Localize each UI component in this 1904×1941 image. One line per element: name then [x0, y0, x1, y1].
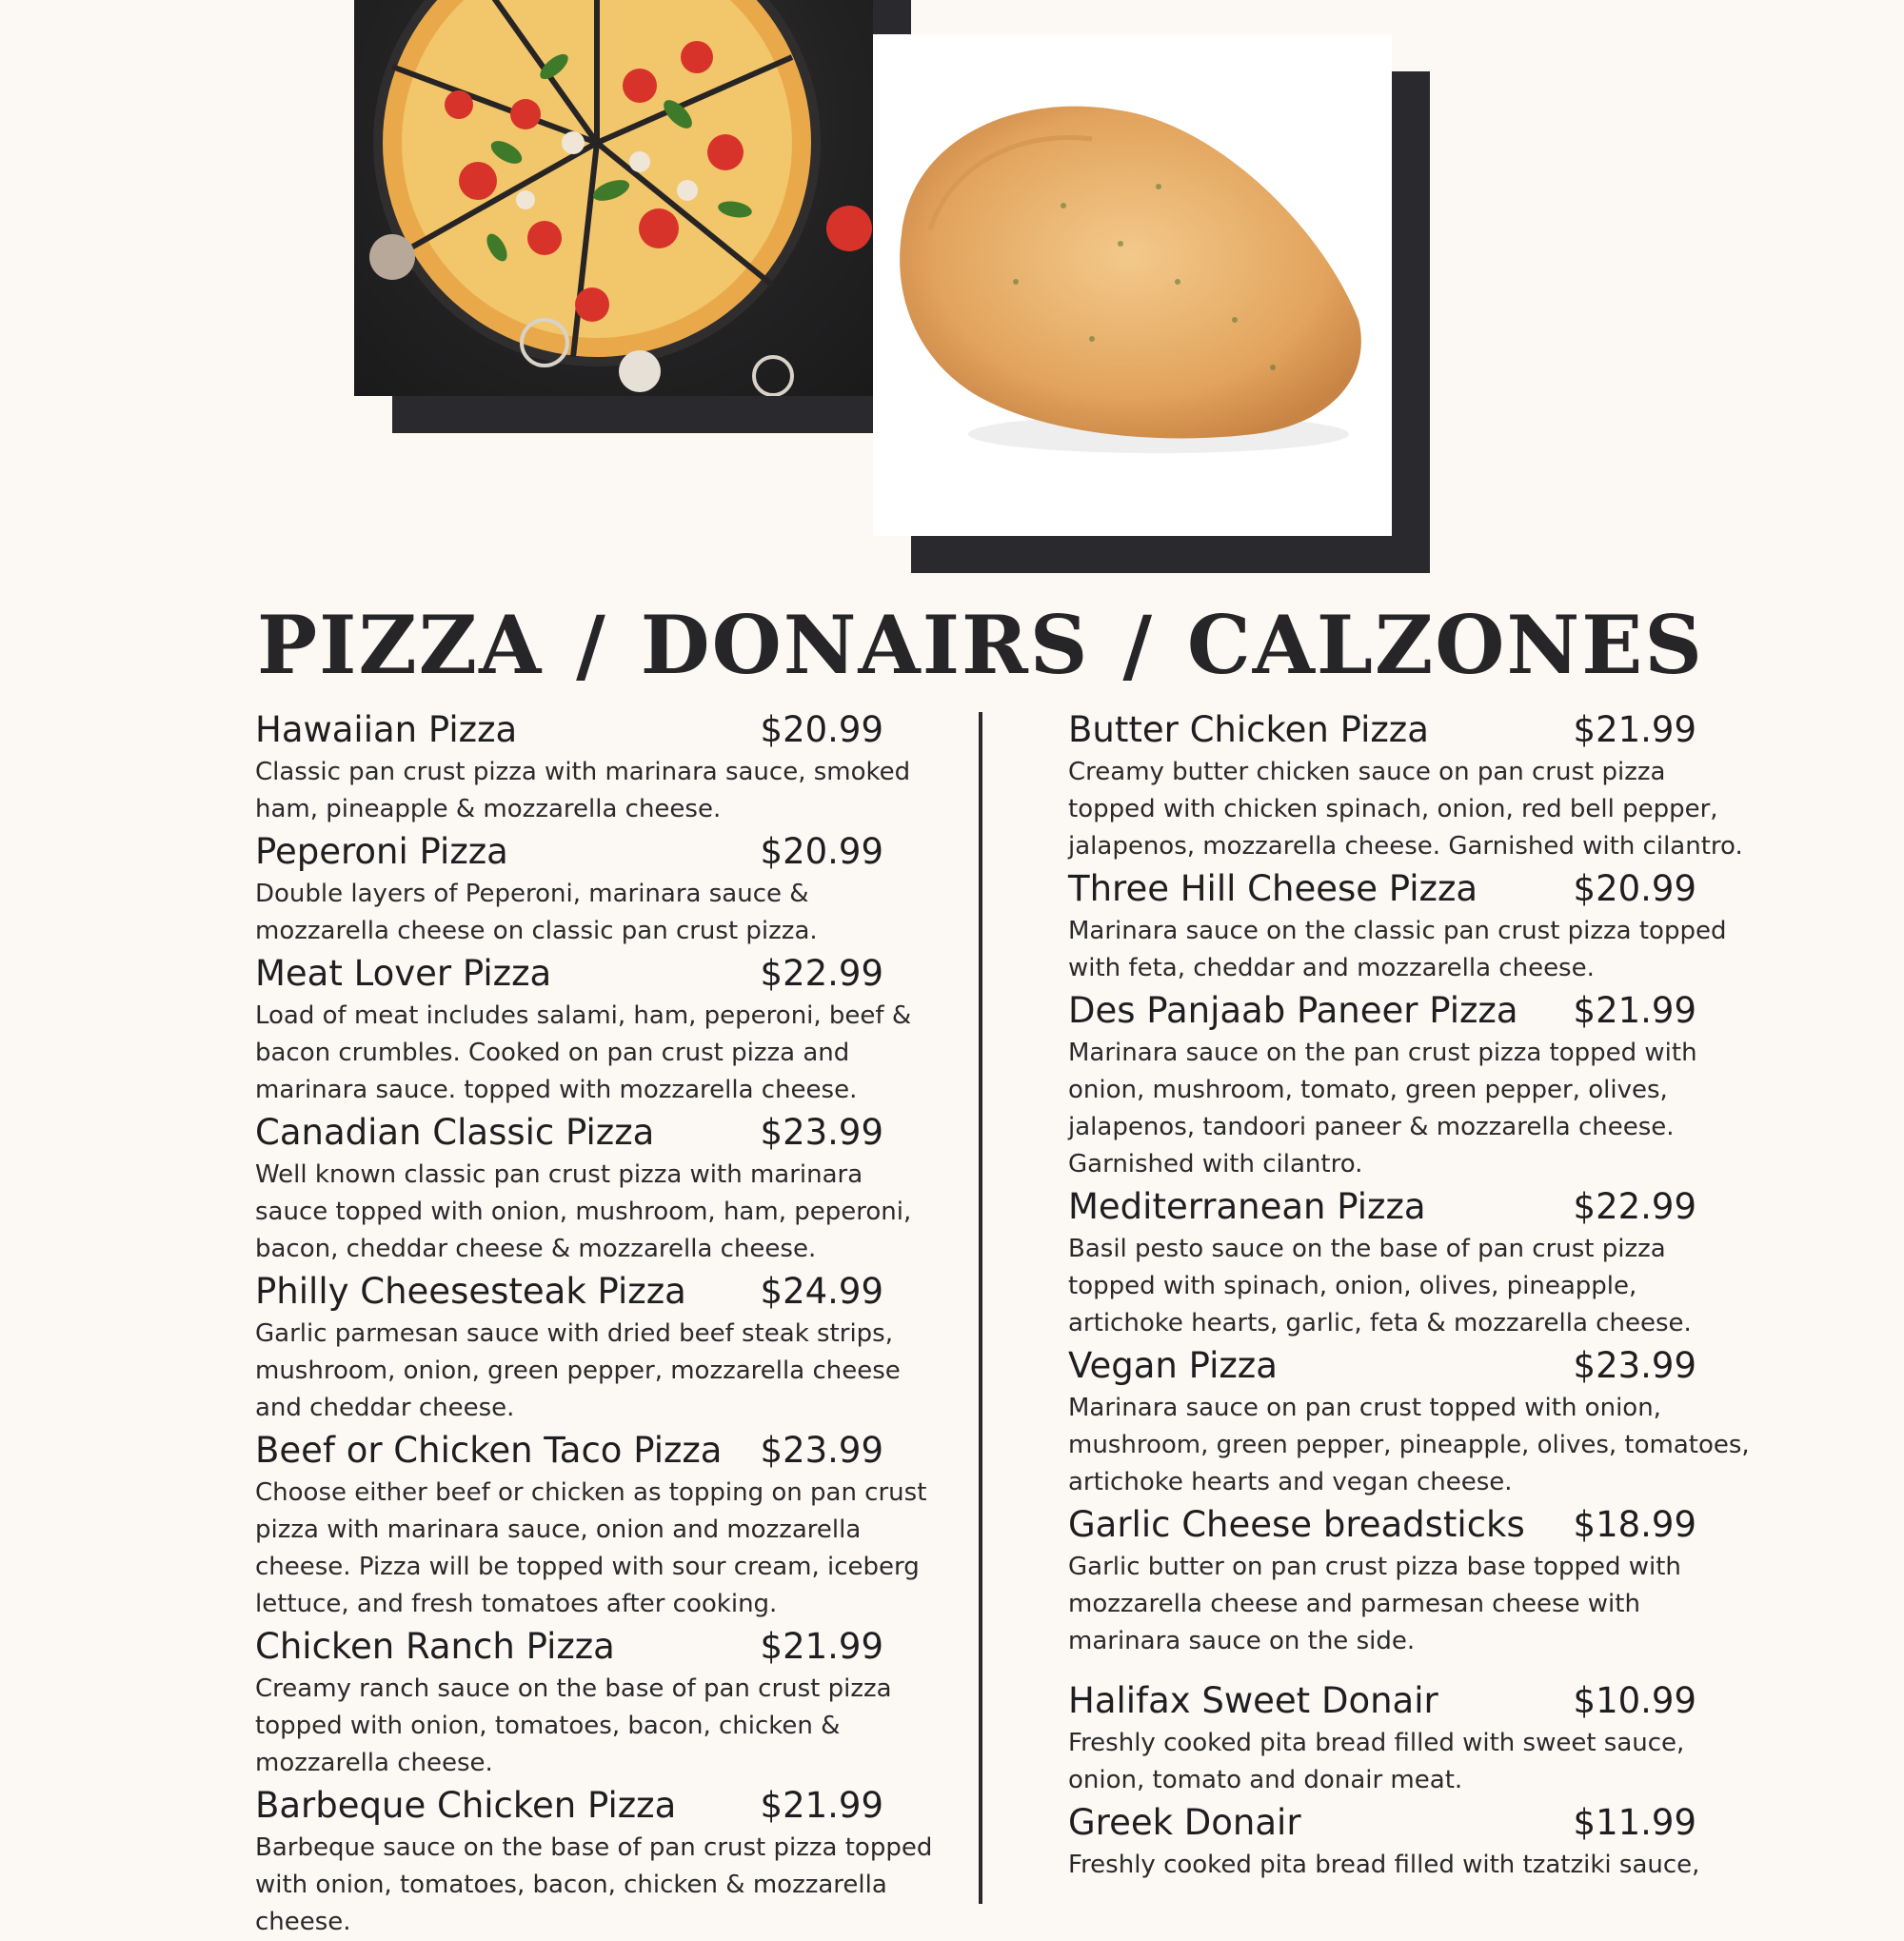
menu-item [255, 1623, 941, 1782]
menu-item-description: Garlic butter on pan crust pizza base topped with mozzarella cheese and parmesan cheese with marinara sauce on the side. [1068, 1553, 1681, 1655]
menu-item-description: Freshly cooked pita bread filled with tzatziki sauce, [1068, 1851, 1700, 1879]
menu-item-header [1068, 987, 1696, 1035]
calzone-illustration [873, 34, 1392, 536]
menu-item-price: $11.99 [1573, 1802, 1696, 1843]
menu-item-description: Creamy butter chicken sauce on pan crust pizza topped with chicken spinach, onion, red bell pepper, jalapenos, mozzarella cheese. Garnished with cilantro. [1068, 758, 1743, 861]
menu-item-name: Greek Donair [1068, 1802, 1301, 1843]
menu-item [1068, 865, 1754, 987]
menu-item-price: $10.99 [1573, 1680, 1696, 1721]
menu-item-header [1068, 1342, 1696, 1390]
menu-item-price: $20.99 [760, 831, 883, 872]
menu-item-header [1068, 706, 1696, 754]
menu-item-description: Garlic parmesan sauce with dried beef steak strips, mushroom, onion, green pepper, mozzarella cheese and cheddar cheese. [255, 1319, 901, 1422]
menu-item-header [255, 828, 883, 876]
menu-item [255, 1109, 941, 1268]
menu-item-header [1068, 1799, 1696, 1847]
menu-item-name: Beef or Chicken Taco Pizza [255, 1430, 723, 1471]
menu-item [1068, 1799, 1754, 1884]
menu-item-header [255, 706, 883, 754]
column-divider [979, 712, 982, 1904]
menu-item-description: Marinara sauce on the pan crust pizza topped with onion, mushroom, tomato, green pepper, olives, jalapenos, tandoori paneer & mozzarella cheese. Garnished with cilantro. [1068, 1039, 1697, 1178]
menu-item-price: $21.99 [1573, 990, 1696, 1031]
menu-item-header [1068, 1501, 1696, 1549]
menu-item-price: $21.99 [760, 1626, 883, 1667]
menu-item-name: Garlic Cheese breadsticks [1068, 1504, 1525, 1545]
menu-item [255, 706, 941, 828]
menu-column-left [255, 706, 941, 1941]
heading-pizza: PIZZA [257, 597, 544, 692]
menu-item-header [255, 950, 883, 998]
menu-item [1068, 1183, 1754, 1342]
menu-item [1068, 1501, 1754, 1660]
menu-item-description: Basil pesto sauce on the base of pan crust pizza topped with spinach, onion, olives, pineapple, artichoke hearts, garlic, feta & mozzarella cheese. [1068, 1235, 1692, 1337]
menu-item-price: $20.99 [760, 709, 883, 750]
menu-item-description: Classic pan crust pizza with marinara sauce, smoked ham, pineapple & mozzarella cheese. [255, 758, 911, 823]
menu-item [255, 950, 941, 1109]
menu-column-right [1068, 706, 1754, 1884]
menu-item-description: Marinara sauce on pan crust topped with onion, mushroom, green pepper, pineapple, olives, tomatoes, artichoke hearts and vegan cheese. [1068, 1394, 1750, 1496]
menu-item-price: $22.99 [760, 953, 883, 994]
menu-item [1068, 1342, 1754, 1501]
menu-item-name: Butter Chicken Pizza [1068, 709, 1429, 750]
menu-item [1068, 987, 1754, 1183]
menu-item-name: Meat Lover Pizza [255, 953, 552, 994]
menu-item-name: Vegan Pizza [1068, 1345, 1278, 1386]
menu-item-header [255, 1109, 883, 1157]
menu-item-header [1068, 865, 1696, 913]
menu-item-name: Mediterranean Pizza [1068, 1186, 1426, 1227]
menu-item [255, 1268, 941, 1427]
menu-item-description: Well known classic pan crust pizza with marinara sauce topped with onion, mushroom, ham, peperoni, bacon, cheddar cheese & mozzarella cheese. [255, 1160, 912, 1263]
menu-item-description: Choose either beef or chicken as topping on pan crust pizza with marinara sauce, onion and mozzarella cheese. Pizza will be topped with sour cream, iceberg lettuce, and fresh tomatoes after cooking. [255, 1478, 927, 1618]
menu-item-name: Hawaiian Pizza [255, 709, 518, 750]
menu-item-name: Halifax Sweet Donair [1068, 1680, 1438, 1721]
menu-item-name: Three Hill Cheese Pizza [1068, 868, 1478, 909]
menu-item-header [255, 1427, 883, 1475]
menu-item-name: Philly Cheesesteak Pizza [255, 1271, 686, 1312]
menu-item [255, 828, 941, 950]
menu-item-price: $23.99 [760, 1430, 883, 1471]
menu-item-price: $23.99 [760, 1112, 883, 1153]
menu-item-name: Canadian Classic Pizza [255, 1112, 655, 1153]
menu-item-price: $20.99 [1573, 868, 1696, 909]
menu-item-name: Des Panjaab Paneer Pizza [1068, 990, 1518, 1031]
menu-item-description: Barbeque sauce on the base of pan crust pizza topped with onion, tomatoes, bacon, chicken & mozzarella cheese. [255, 1833, 933, 1936]
menu-item [1068, 1677, 1754, 1799]
menu-item-header [255, 1623, 883, 1671]
menu-item [255, 1427, 941, 1623]
menu-item-description: Freshly cooked pita bread filled with sweet sauce, onion, tomato and donair meat. [1068, 1729, 1685, 1794]
menu-item-price: $22.99 [1573, 1186, 1696, 1227]
heading-calzones: CALZONES [1186, 597, 1704, 692]
menu-item-header [255, 1782, 883, 1830]
heading-donairs: DONAIRS [640, 597, 1090, 692]
menu-item-description: Marinara sauce on the classic pan crust pizza topped with feta, cheddar and mozzarella cheese. [1068, 917, 1727, 982]
menu-item-name: Barbeque Chicken Pizza [255, 1785, 677, 1826]
menu-item-header [1068, 1183, 1696, 1231]
menu-item-header [1068, 1677, 1696, 1725]
menu-item-name: Peperoni Pizza [255, 831, 508, 872]
menu-item-price: $18.99 [1573, 1504, 1696, 1545]
pizza-photo [354, 0, 873, 396]
menu-item [255, 1782, 941, 1941]
menu-item-description: Load of meat includes salami, ham, peperoni, beef & bacon crumbles. Cooked on pan crust pizza and marinara sauce. topped with mozzarella cheese. [255, 1001, 912, 1104]
menu-item-description: Double layers of Peperoni, marinara sauce & mozzarella cheese on classic pan crust pizza. [255, 880, 818, 945]
menu-item-price: $23.99 [1573, 1345, 1696, 1386]
menu-item-header [255, 1268, 883, 1316]
heading-separator: / [576, 597, 607, 692]
pizza-illustration [354, 0, 873, 396]
heading-separator: / [1122, 597, 1155, 692]
menu-item-description: Creamy ranch sauce on the base of pan crust pizza topped with onion, tomatoes, bacon, chicken & mozzarella cheese. [255, 1674, 892, 1777]
menu-item-price: $21.99 [1573, 709, 1696, 750]
menu-item-price: $24.99 [760, 1271, 883, 1312]
calzone-photo [873, 34, 1392, 536]
menu-item-name: Chicken Ranch Pizza [255, 1626, 615, 1667]
menu-item [1068, 706, 1754, 865]
menu-item-price: $21.99 [760, 1785, 883, 1826]
menu-heading [257, 592, 1704, 697]
